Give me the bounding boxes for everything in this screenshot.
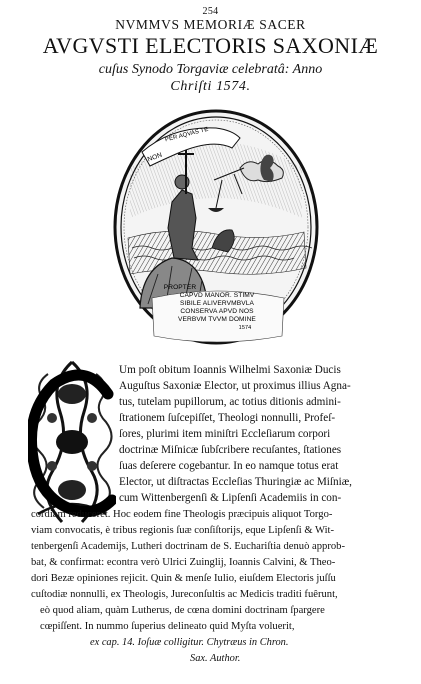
body-line-author: Sax. Author. xyxy=(190,653,241,664)
heading-line-1: NVMMVS MEMORIÆ SACER xyxy=(115,17,306,32)
medal-inscription-line-1: PROPTER xyxy=(163,284,197,291)
body-line: eò quod aliam, quàm Lutherus, de cœna domini doctrinam ſpargere xyxy=(40,605,325,616)
decorative-initial-c xyxy=(28,354,116,530)
medal-inscription-line-4: CONSERVA APVD NOS xyxy=(180,308,254,315)
medal-inscription-date: 1574 xyxy=(238,325,252,331)
body-line: cœpiſſent. In nummo ſuperius delineato quid Myſta voluerit, xyxy=(40,621,295,632)
body-line: cordiam reduceret. Hoc eodem fine Theologis præcipuis aliquot Torgo- xyxy=(31,509,333,520)
body-line: ſores, plurimi item miniſtri Eccleſiarum corpori xyxy=(119,428,331,440)
medal-inscription-line-2: CAPVD MANOR. STIMV xyxy=(179,292,255,299)
body-line: tenbergenſi Academijs, Lutheri doctrinam de S. Euchariſtia denuò approb- xyxy=(31,541,345,552)
body-line: doctrinæ Miſnicæ ſubſcribere recuſantes, ſtationes xyxy=(119,444,342,456)
body-line: Um poſt obitum Ioannis Wilhelmi Saxoniæ Ducis xyxy=(119,364,341,376)
body-line: cum Wittenbergenſi & Lipſenſi Academiis in con- xyxy=(119,492,342,504)
body-line: bat, & confirmat: econtra verò Ulrici Zuinglij, Ioannis Calvini, & Theo- xyxy=(31,557,336,568)
body-line: dori Bezæ opiniones rejicit. Quin & menſe Iulio, eiuſdem Electoris juſſu xyxy=(31,573,336,584)
medal-inscription-line-3: SIBILE ALIVERVMBVLA xyxy=(180,300,254,307)
medal-inscription-line-5: VERBVM TVVM DOMINE xyxy=(178,316,256,323)
heading-line-4: Chriſti 1574. xyxy=(170,79,251,94)
body-line: Auguſtus Saxoniæ Elector, ut proximus illius Agna- xyxy=(119,380,351,392)
body-line: viam convocatis, è tribus regionis ſuæ conſiſtorijs, eque Lipſenſi & Wit- xyxy=(31,525,335,536)
body-line: Elector, ut diſtractas Eccleſias Thuringiæ ac Miſniæ, xyxy=(119,476,352,488)
body-line: ſuas deſerere cogebantur. In eo namque totus erat xyxy=(119,460,339,472)
body-line: ſtrationem ſuſcepiſſet, Theologi nonnulli, Profeſ- xyxy=(119,412,336,424)
body-line: tus, tutelam pupillorum, ac totius ditionis admini- xyxy=(119,396,341,408)
medal-legend-top-2: NON xyxy=(146,151,164,164)
body-line-citation: ex cap. 14. Ioſuæ colligitur. Chytræus in Chron. xyxy=(90,637,289,648)
body-line: cuſtodiæ nonnulli, ex Theologis, Jureconſultis ac Medicis traditi fuêrunt, xyxy=(31,589,338,600)
page-number: 254 xyxy=(202,6,219,17)
medal-legend-top: PER AQVAS TE xyxy=(164,126,210,144)
medal-engraving xyxy=(112,108,320,346)
heading-line-2: AVGVSTI ELECTORIS SAXONIÆ xyxy=(42,33,379,58)
heading-line-3: cuſus Synodo Torgaviæ celebratâ: Anno xyxy=(98,62,323,77)
